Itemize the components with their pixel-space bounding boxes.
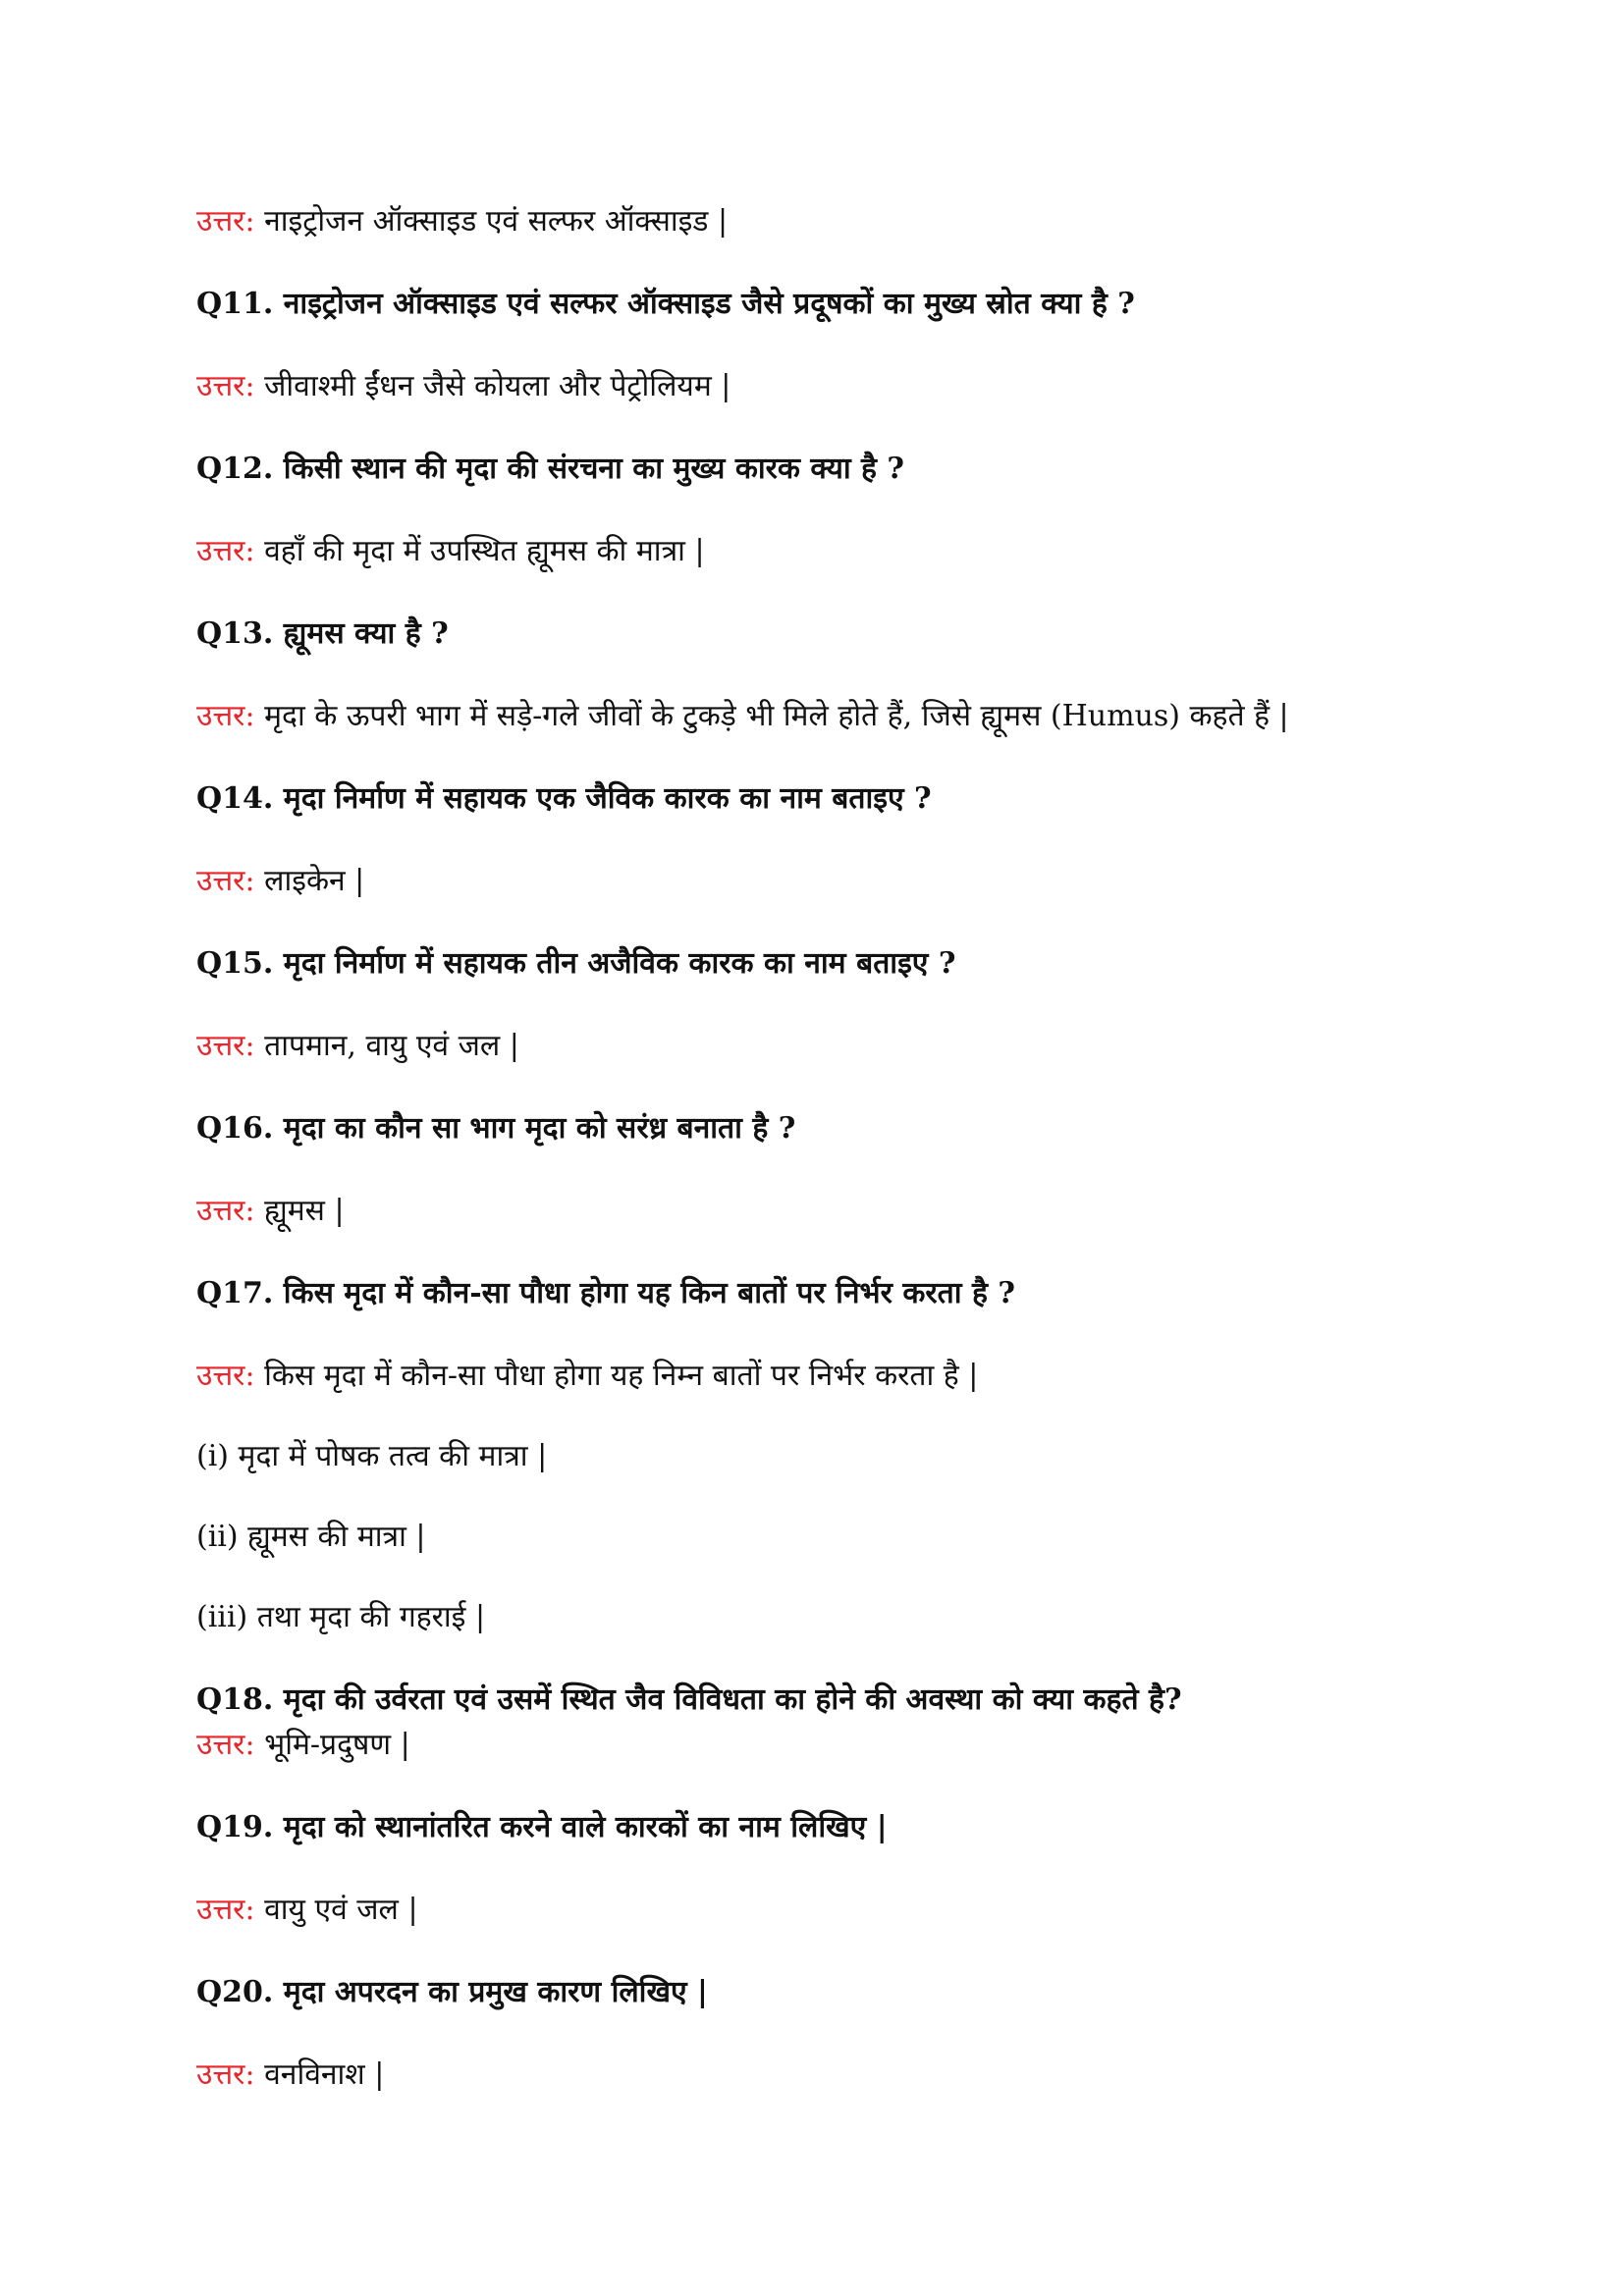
- answer-list-item: (i) मृदा में पोषक तत्व की मात्रा |: [196, 1439, 548, 1473]
- answer-line: [196, 697, 1473, 736]
- answer-label: उत्तर:: [196, 1893, 255, 1927]
- answer-text: नाइट्रोजन ऑक्साइड एवं सल्फर ऑक्साइड |: [264, 204, 729, 239]
- answer-line: [196, 1726, 1473, 1765]
- answer-line: [196, 1357, 1473, 1396]
- answer-line: [196, 532, 1473, 571]
- answer-line: [196, 367, 1473, 406]
- answer-text: मृदा के ऊपरी भाग में सड़े-गले जीवों के टुकड़े भी मिले होते हैं, जिसे ह्यूमस (Humus) कहते हैं |: [264, 699, 1289, 733]
- question-q11: Q11. नाइट्रोजन ऑक्साइड एवं सल्फर ऑक्साइड जैसे प्रदूषकों का मुख्य स्रोत क्या है ?: [196, 287, 1135, 321]
- question-q18: Q18. मृदा की उर्वरता एवं उसमें स्थित जैव विविधता का होने की अवस्था को क्या कहते है?: [196, 1682, 1182, 1717]
- question-q12: Q12. किसी स्थान की मृदा की संरचना का मुख्य कारक क्या है ?: [196, 452, 905, 486]
- answer-label: उत्तर:: [196, 699, 255, 733]
- answer-list-item: (ii) ह्यूमस की मात्रा |: [196, 1520, 426, 1554]
- question-q14: Q14. मृदा निर्माण में सहायक एक जैविक कारक का नाम बताइए ?: [196, 781, 932, 816]
- answer-line: [196, 202, 1473, 241]
- answer-label: उत्तर:: [196, 534, 255, 568]
- answer-label: उत्तर:: [196, 864, 255, 898]
- answer-label: उत्तर:: [196, 2057, 255, 2092]
- answer-text: तापमान, वायु एवं जल |: [264, 1029, 519, 1063]
- answer-text: लाइकेन |: [264, 864, 365, 898]
- answer-label: उत्तर:: [196, 369, 255, 403]
- answer-label: उत्तर:: [196, 1029, 255, 1063]
- answer-label: उत्तर:: [196, 1359, 255, 1393]
- answer-line: [196, 1192, 1473, 1231]
- answer-text: वहाँ की मृदा में उपस्थित ह्यूमस की मात्रा |: [264, 534, 705, 568]
- question-q20: Q20. मृदा अपरदन का प्रमुख कारण लिखिए |: [196, 1975, 708, 2009]
- answer-line: [196, 1027, 1473, 1066]
- answer-label: उत्तर:: [196, 1728, 255, 1762]
- answer-text: वनविनाश |: [264, 2057, 385, 2092]
- answer-line: [196, 2056, 1473, 2095]
- answer-text: वायु एवं जल |: [264, 1893, 418, 1927]
- answer-text: किस मृदा में कौन-सा पौधा होगा यह निम्न बातों पर निर्भर करता है |: [264, 1359, 979, 1393]
- question-q13: Q13. ह्यूमस क्या है ?: [196, 616, 449, 651]
- answer-label: उत्तर:: [196, 204, 255, 239]
- answer-label: उत्तर:: [196, 1194, 255, 1228]
- answer-text: ह्यूमस |: [264, 1194, 345, 1228]
- answer-list-item: (iii) तथा मृदा की गहराई |: [196, 1600, 486, 1634]
- question-q15: Q15. मृदा निर्माण में सहायक तीन अजैविक कारक का नाम बताइए ?: [196, 946, 956, 981]
- answer-text: भूमि-प्रदुषण |: [264, 1728, 410, 1762]
- answer-text: जीवाश्मी ईंधन जैसे कोयला और पेट्रोलियम |: [264, 369, 731, 403]
- question-q16: Q16. मृदा का कौन सा भाग मृदा को सरंध्र बनाता है ?: [196, 1111, 796, 1146]
- answer-line: [196, 1891, 1473, 1930]
- answer-line: [196, 862, 1473, 901]
- question-q17: Q17. किस मृदा में कौन-सा पौधा होगा यह किन बातों पर निर्भर करता है ?: [196, 1276, 1015, 1310]
- question-q19: Q19. मृदा को स्थानांतरित करने वाले कारकों का नाम लिखिए |: [196, 1810, 888, 1844]
